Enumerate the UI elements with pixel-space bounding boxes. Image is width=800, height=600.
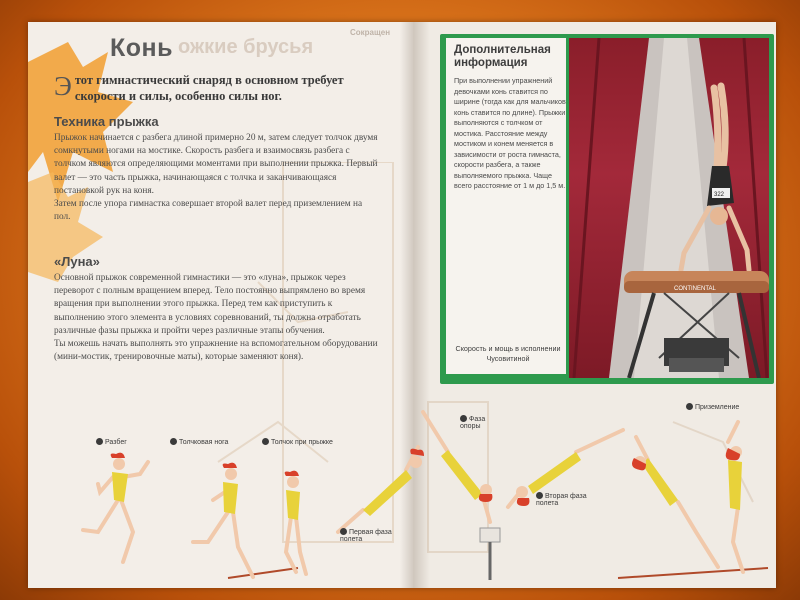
section-heading-technique: Техника прыжка bbox=[54, 114, 159, 129]
bib-number: 322 bbox=[714, 192, 725, 198]
ghost-heading: ожкие брусья bbox=[178, 36, 314, 58]
page-title: Конь bbox=[110, 34, 173, 62]
phase-number-dot bbox=[96, 438, 103, 445]
figure-first-flight bbox=[338, 447, 418, 532]
phase-number-dot bbox=[536, 492, 543, 499]
phase-label-text: Приземление bbox=[695, 404, 740, 411]
phase-label-text: Вторая фаза полета bbox=[536, 493, 587, 507]
figure-takeoff-leg bbox=[193, 490, 253, 577]
vault-photo bbox=[569, 38, 769, 378]
section-heading-luna: «Луна» bbox=[54, 254, 100, 269]
phase-label-3 bbox=[262, 438, 333, 446]
info-box bbox=[446, 38, 566, 374]
vault-photo-art bbox=[569, 38, 769, 378]
phase-label-6 bbox=[536, 492, 596, 507]
intro-paragraph bbox=[54, 72, 354, 104]
book-spread bbox=[28, 22, 776, 588]
phase-number-dot bbox=[460, 415, 467, 422]
phase-label-text: Первая фаза полета bbox=[340, 529, 392, 543]
phase-label-2 bbox=[170, 438, 228, 446]
phase-number-dot bbox=[262, 438, 269, 445]
info-title: Дополнительная информация bbox=[454, 44, 551, 69]
phase-number-dot bbox=[170, 438, 177, 445]
phase-label-text: Разбег bbox=[105, 439, 127, 446]
technique-paragraph-1: Прыжок начинается с разбега длиной примерно 20 м, затем следует толчок двумя сомкнутыми ногами на мостике. Скорость разбега и взаимосвязь разбега с толчком являются определяющими моментами при выполнении прыжка. Первый валет — это часть прыжка, начинающаяся с толчка и заканчивающаяся постановкой рук на коня. bbox=[54, 133, 378, 196]
luna-paragraph-2: Ты можешь начать выполнять это упражнение на вспомогательном оборудовании (мини-мостик, тренировочные маты), которые заменяют коня). bbox=[54, 339, 378, 363]
drop-cap: Э bbox=[54, 71, 72, 101]
vault-phases-diagram bbox=[28, 382, 776, 588]
luna-paragraph-1: Основной прыжок современной гимнастики — это «луна», прыжок через переворот с полным вращением вперед. Тело постоянно выпрямлено во время вращения при выполнении этого прыжка. Перед тем как приступить к выполнению этого элемента в условиях соревнований, ты должна отработать различные фазы прыжка и пройти через различные этапы обучения. bbox=[54, 273, 366, 336]
section-technique-body bbox=[54, 132, 379, 224]
phase-label-text: Толчок при прыжке bbox=[271, 439, 333, 446]
phase-label-4 bbox=[340, 528, 400, 543]
figure-landing bbox=[636, 422, 743, 572]
phase-label-7 bbox=[686, 403, 739, 411]
intro-text: тот гимнастический снаряд в основном требует скорости и силы, особенно силы ног. bbox=[74, 73, 344, 103]
corner-text: Сокращен bbox=[350, 28, 391, 37]
horse-brand: CONTINENTAL bbox=[674, 286, 716, 292]
info-text: При выполнении упражнений девочками конь ставится по ширине (тогда как для мальчиков конь ставится по длине). Прыжки выполняются с толчком от мостика. Расстояние между мостиком и конем меняется в зависимости от роста гимнаста, скорости разбега, а также выполняемого прыжка. Чаще всего расстояние от 1 м до 1,5 м. bbox=[454, 76, 566, 190]
phase-number-dot bbox=[686, 403, 693, 410]
phase-label-5 bbox=[460, 415, 500, 430]
technique-paragraph-2: Затем после упора гимнастка совершает второй валет перед приземлением на пол. bbox=[54, 199, 363, 223]
phase-label-1 bbox=[96, 438, 127, 446]
phase-label-text: Толчковая нога bbox=[179, 439, 229, 446]
section-luna-body bbox=[54, 272, 379, 364]
photo-caption: Скорость и мощь в исполнении Чусовитиной bbox=[455, 344, 561, 363]
phase-label-text: Фаза опоры bbox=[460, 416, 486, 430]
phase-number-dot bbox=[340, 528, 347, 535]
figure-push bbox=[286, 517, 306, 574]
